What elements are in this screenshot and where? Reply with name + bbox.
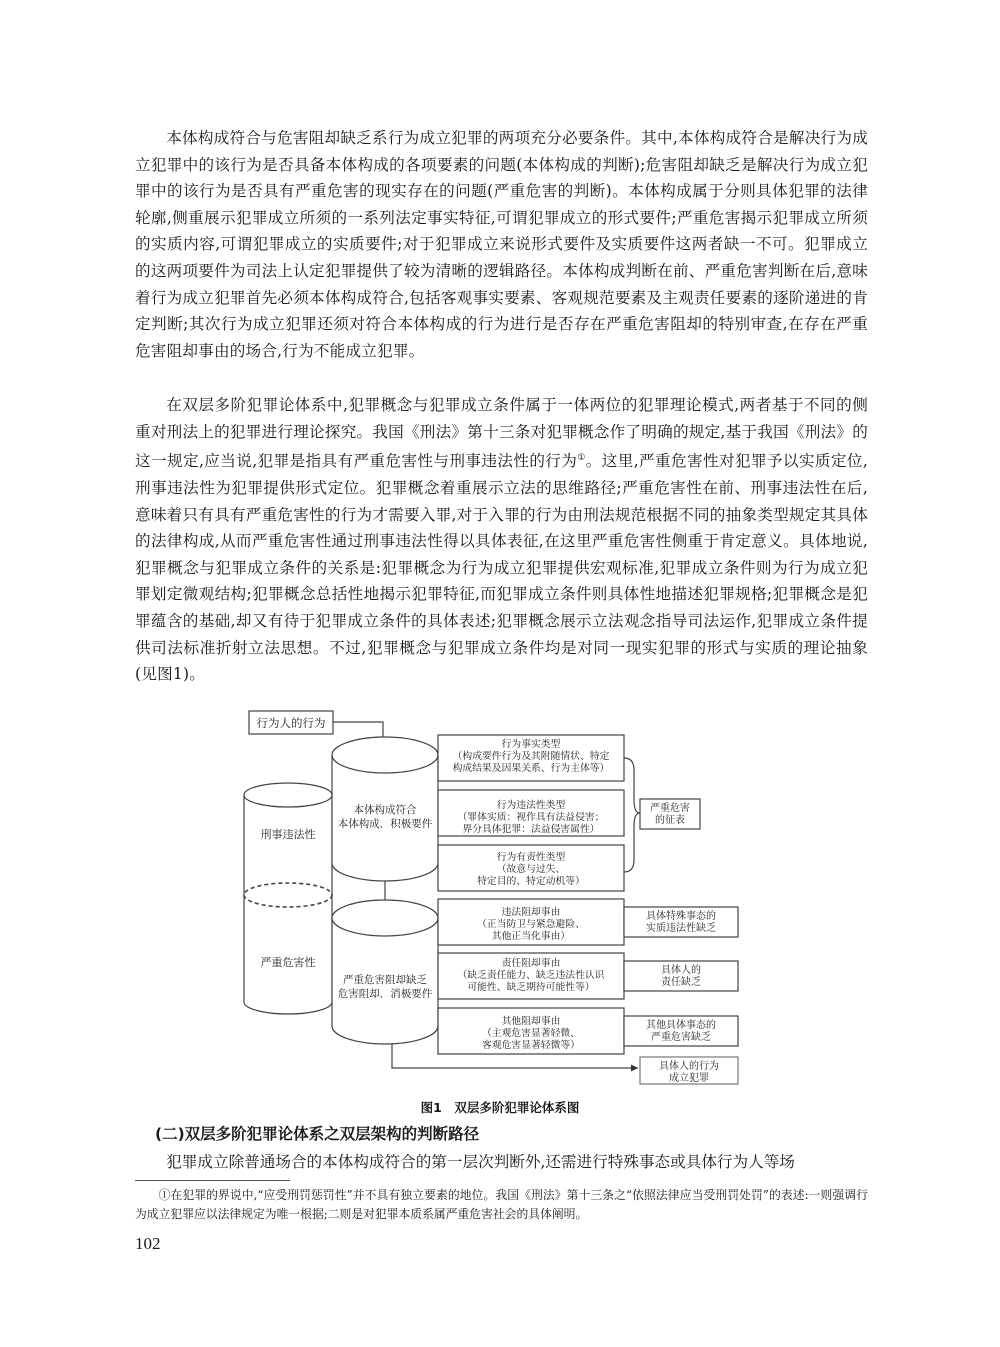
fact-type-line-3: 构成结果及因果关系、行为主体等）	[452, 763, 610, 774]
paragraph-2-part-a: 在双层多阶犯罪论体系中,犯罪概念与犯罪成立条件属于一体两位的犯罪理论模式,两者基于不同的侧重对刑法上的犯罪进行理论探究。我国《刑法》第十三条对犯罪概念作了明确的规定,基于我国《刑法》的这一规定,应当说,犯罪是指具有严重危害性与刑事违法性的行为	[135, 396, 868, 471]
illegality-type-title: 行为违法性类型	[496, 800, 566, 811]
result-3-line-2: 严重危害缺乏	[651, 1032, 711, 1043]
culpability-type-title: 行为有责性类型	[496, 852, 566, 863]
left-cylinder-top-label: 刑事违法性	[260, 828, 316, 841]
footnote-divider	[135, 1180, 290, 1181]
result-2-line-1: 具体人的	[661, 965, 701, 976]
lower-cylinder-line-2: 危害阻却．消极要件	[337, 988, 433, 1000]
upper-cylinder-line-2: 本体构成．积极要件	[337, 818, 433, 830]
paragraph-2-part-b: 。这里,严重危害性对犯罪予以实质定位,刑事违法性为犯罪提供形式定位。犯罪概念着重展示立法的思维路径;严重危害性在前、刑事违法性在后,意味着只有具有严重危害性的行为才需要入罪,对于入罪的行为由刑法规范根据不同的抽象类型规定其具体的法律构成,从而严重危害性通过刑事违法性得以具体表征,在这里严重危害性侧重于肯定意义。具体地说,犯罪概念与犯罪成立条件的关系是:犯罪概念为行为成立犯罪提供宏观标准,犯罪成立条件则为行为成立犯罪划定微观结构;犯罪概念总括性地揭示犯罪特征,而犯罪成立条件则具体性地描述犯罪规格;犯罪概念是犯罪蕴含的基础,却又有待于犯罪成立条件的具体表述;犯罪概念展示立法观念指导司法运作,犯罪成立条件提供司法标准折射立法思想。不过,犯罪概念与犯罪成立条件均是对同一现实犯罪的形式与实质的理论抽象(见图1)。	[135, 452, 868, 684]
brace	[624, 758, 640, 872]
page-number: 102	[135, 1234, 161, 1253]
body-paragraph-1: 本体构成符合与危害阻却缺乏系行为成立犯罪的两项充分必要条件。其中,本体构成符合是解决行为成立犯罪中的该行为是否具备本体构成的各项要素的问题(本体构成的判断);危害阻却缺乏是解决行为成立犯罪中的该行为是否具有严重危害的现实存在的问题(严重危害的判断)。本体构成属于分则具体犯罪的法律轮廓,侧重展示犯罪成立所须的一系列法定事实特征,可谓犯罪成立的形式要件;严重危害揭示犯罪成立所须的实质内容,可谓犯罪成立的实质要件;对于犯罪成立来说形式要件及实质要件这两者缺一不可。犯罪成立的这两项要件为司法上认定犯罪提供了较为清晰的逻辑路径。本体构成判断在前、严重危害判断在后,意味着行为成立犯罪首先必须本体构成符合,包括客观事实要素、客观规范要素及主观责任要素的逐阶递进的肯定判断;其次行为成立犯罪还须对符合本体构成的行为进行是否存在严重危害阻却的特别审查,在存在严重危害阻却事由的场合,行为不能成立犯罪。	[135, 129, 868, 360]
responsibility-defense-line-2: （缺乏责任能力、缺乏违法性认识	[457, 970, 605, 981]
footnote: ①在犯罪的界说中,“应受刑罚惩罚性”并不具有独立要素的地位。我国《刑法》第十三条之“依照法律应当受刑罚处罚”的表述:一则强调行为成立犯罪应以法律规定为唯一根据;二则是对犯罪本质系属严重危害社会的具体阐明。	[135, 1188, 868, 1221]
other-defense-line-3: 客观危害显著轻微等）	[482, 1040, 580, 1051]
illegality-defense-line-3: 其他正当化事由）	[491, 931, 571, 942]
other-defense-line-2: （主观危害显著轻微、	[482, 1028, 580, 1039]
result-1-line-2: 实质违法性缺乏	[646, 923, 716, 934]
fact-type-title: 行为事实类型	[501, 739, 561, 750]
final-box-line-1: 具体人的行为	[659, 1061, 719, 1072]
final-box-line-2: 成立犯罪	[669, 1073, 709, 1084]
illegality-type-line-2: （罪体实质：视作具有法益侵害；	[457, 812, 605, 823]
body-paragraph-3: 犯罪成立除普通场合的本体构成符合的第一层次判断外,还需进行特殊事态或具体行为人等场	[166, 1153, 795, 1171]
upper-cylinder-line-1: 本体构成符合	[353, 804, 417, 816]
other-defense-title: 其他阻却事由	[501, 1016, 561, 1027]
actor-box-label: 行为人的行为	[256, 716, 326, 730]
responsibility-defense-line-3: 可能性、缺乏期待可能性等）	[467, 982, 595, 993]
result-1-line-1: 具体特殊事态的	[646, 911, 716, 922]
culpability-type-line-3: 特定目的、特定动机等）	[477, 876, 585, 887]
illegality-type-line-3: 界分具体犯罪：法益侵害属性）	[462, 824, 600, 835]
fact-type-line-2: （构成要件行为及其附随情状、特定	[452, 751, 610, 762]
illegality-defense-title: 违法阻却事由	[501, 907, 561, 918]
responsibility-defense-title: 责任阻却事由	[501, 958, 561, 969]
serious-harm-sign-line-2: 的征表	[655, 815, 685, 826]
lower-cylinder	[332, 900, 438, 1044]
serious-harm-sign-line-1: 严重危害	[650, 803, 690, 814]
lower-cylinder-line-1: 严重危害阻却缺乏	[343, 974, 427, 986]
left-cylinder-bottom-label: 严重危害性	[260, 956, 316, 969]
section-heading: (二)双层多阶犯罪论体系之双层架构的判断路径	[155, 1125, 480, 1143]
result-2-line-2: 责任缺乏	[661, 977, 701, 988]
figure-1-diagram	[230, 700, 770, 1090]
body-paragraph-2	[135, 392, 868, 688]
left-cylinder	[244, 783, 332, 1014]
result-3-line-1: 其他具体事态的	[646, 1020, 716, 1031]
footnote-reference[interactable]: ①	[577, 453, 586, 464]
illegality-defense-line-2: （正当防卫与紧急避险、	[477, 919, 585, 930]
figure-caption: 图1 双层多阶犯罪论体系图	[420, 1100, 580, 1115]
culpability-type-line-2: （故意与过失、	[496, 864, 566, 875]
